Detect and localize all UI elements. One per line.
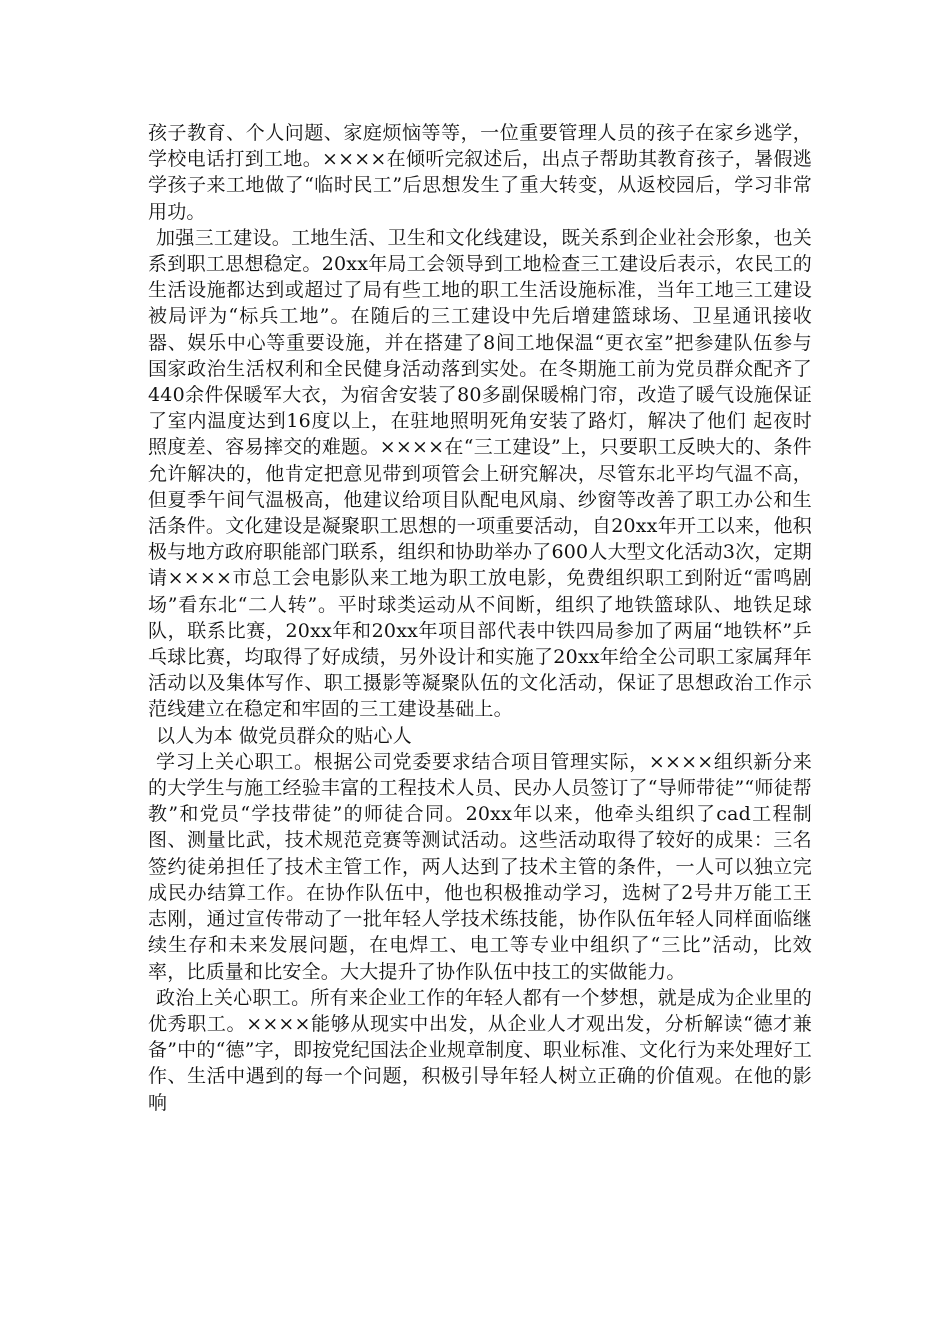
paragraph-family-issues: 孩子教育、个人问题、家庭烦恼等等，一位重要管理人员的孩子在家乡逃学，学校电话打到工地。××××在倾听完叙述后，出点子帮助其教育孩子，暑假逃学孩子来工地做了“临时民工”后思想发生了重大转变，从返校园后，学习非常用功。 (148, 122, 812, 223)
paragraph-study-care: 学习上关心职工。根据公司党委要求结合项目管理实际，××××组织新分来的大学生与施工经验丰富的工程技术人员、民办人员签订了“导师带徒”“师徒帮教”和党员“学技带徒”的师徒合同。20xx年以来，他牵头组织了cad工程制图、测量比武，技术规范竞赛等测试活动。这些活动取得了较好的成果：三名签约徒弟担任了技术主管工作，两人达到了技术主管的条件，一人可以独立完成民办结算工作。在协作队伍中，他也积极推动学习，选树了2号井万能工王志刚，通过宣传带动了一批年轻人学技术练技能，协作队伍年轻人同样面临继续生存和未来发展问题，在电焊工、电工等专业中组织了“三比”活动，比效率，比质量和比安全。大大提升了协作队伍中技工的实做能力。 (148, 750, 812, 983)
paragraph-three-works-construction: 加强三工建设。工地生活、卫生和文化线建设，既关系到企业社会形象，也关系到职工思想稳定。20xx年局工会领导到工地检查三工建设后表示，农民工的生活设施都达到或超过了局有些工地的职工生活设施标准，当年工地三工建设被局评为“标兵工地”。在随后的三工建设中先后增建篮球场、卫星通讯接收器、娱乐中心等重要设施，并在搭建了8间工地保温“更衣室”把参建队伍参与国家政治生活权利和全民健身活动落到实处。在冬期施工前为党员群众配齐了440余件保暖军大衣，为宿舍安装了80多副保暖棉门帘，改造了暖气设施保证了室内温度达到16度以上，在驻地照明死角安装了路灯，解决了他们 起夜时照度差、容易摔交的难题。××××在“三工建设”上，只要职工反映大的、条件允许解决的，他肯定把意见带到项管会上研究解决，尽管东北平均气温不高，但夏季午间气温极高，他建议给项目队配电风扇、纱窗等改善了职工办公和生活条件。文化建设是凝聚职工思想的一项重要活动，自20xx年开工以来，他积极与地方政府职能部门联系，组织和协助举办了600人大型文化活动3次，定期请××××市总工会电影队来工地为职工放电影，免费组织职工到附近“雷鸣剧场”看东北“二人转”。平时球类运动从不间断，组织了地铁篮球队、地铁足球队，联系比赛，20xx年和20xx年项目部代表中铁四局参加了两届“地铁杯”乒乓球比赛，均取得了好成绩，另外设计和实施了20xx年给全公司职工家属拜年活动以及集体写作、职工摄影等凝聚队伍的文化活动，保证了思想政治工作示范线建立在稳定和牢固的三工建设基础上。 (148, 226, 812, 721)
paragraph-political-care: 政治上关心职工。所有来企业工作的年轻人都有一个梦想，就是成为企业里的优秀职工。××××能够从现实中出发，从企业人才观出发，分析解读“德才兼备”中的“德”字，即按党纪国法企业规章制度、职业标准、文化行为来处理好工作、生活中遇到的每一个问题，积极引导年轻人树立正确的价值观。在他的影响 (148, 986, 812, 1114)
section-heading-people-oriented: 以人为本 做党员群众的贴心人 (156, 724, 412, 747)
document-page (148, 120, 812, 1116)
